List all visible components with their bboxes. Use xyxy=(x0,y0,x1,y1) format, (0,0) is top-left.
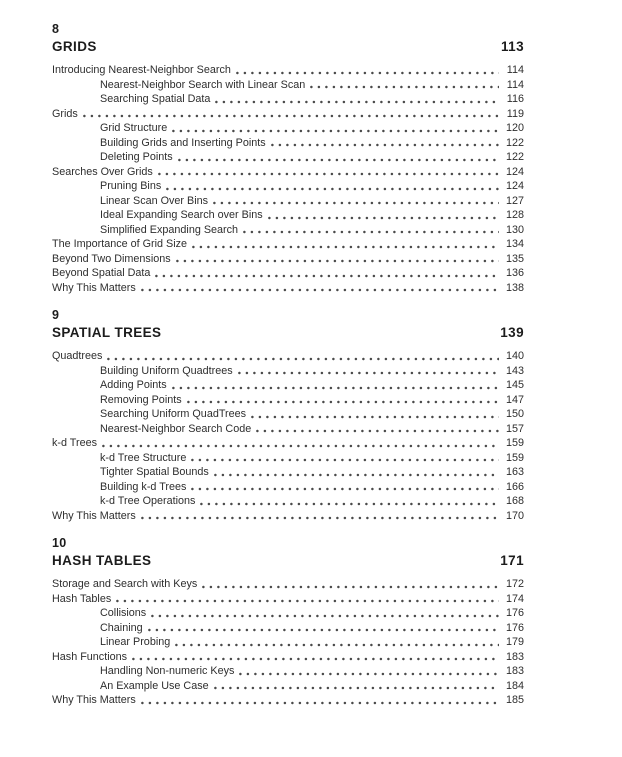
entry-page-number: 124 xyxy=(505,180,524,192)
chapter-page-number: 139 xyxy=(500,325,524,340)
entry-label: Nearest-Neighbor Search Code xyxy=(100,422,252,435)
entry-label: Ideal Expanding Search over Bins xyxy=(100,209,263,221)
entry-list xyxy=(52,63,524,295)
entry-label: Quadtrees xyxy=(52,350,103,362)
toc-entry xyxy=(52,635,524,650)
toc-entry xyxy=(52,378,524,393)
toc-entry xyxy=(52,592,524,607)
toc-entry xyxy=(52,664,524,679)
entry-page-number: 145 xyxy=(505,379,524,391)
dot-leader xyxy=(214,686,499,690)
chapter-number: 9 xyxy=(52,308,60,322)
toc-entry xyxy=(52,237,524,252)
chapter-title: HASH TABLES xyxy=(52,553,152,568)
toc-entry xyxy=(52,465,524,480)
entry-page-number: 174 xyxy=(505,592,524,605)
chapter-heading xyxy=(52,554,524,568)
dot-leader xyxy=(256,429,499,433)
dot-leader xyxy=(116,599,499,603)
dot-leader xyxy=(238,371,499,375)
dot-leader xyxy=(202,585,499,589)
dot-leader xyxy=(236,71,499,75)
entry-label: Building Uniform Quadtrees xyxy=(100,364,233,377)
chapter-page-number: 171 xyxy=(500,553,524,568)
dot-leader xyxy=(175,643,499,647)
entry-label: Chaining xyxy=(100,621,143,634)
entry-label: Why This Matters xyxy=(52,509,136,522)
toc-entry xyxy=(52,121,524,136)
entry-page-number: 119 xyxy=(506,107,524,120)
entry-list xyxy=(52,349,524,523)
entry-page-number: 143 xyxy=(505,364,524,377)
toc-entry xyxy=(52,63,524,78)
toc-entry xyxy=(52,577,524,592)
entry-page-number: 150 xyxy=(505,408,524,420)
dot-leader xyxy=(192,245,499,249)
entry-label: Searching Uniform QuadTrees xyxy=(100,408,247,420)
entry-page-number: 176 xyxy=(505,607,524,619)
entry-label: Building Grids and Inserting Points xyxy=(100,136,266,149)
toc-entry xyxy=(52,165,524,180)
toc-entry xyxy=(52,621,524,636)
entry-list xyxy=(52,577,524,708)
toc-entry xyxy=(52,78,524,93)
dot-leader xyxy=(141,516,499,520)
entry-label: An Example Use Case xyxy=(100,679,209,692)
toc-entry xyxy=(52,407,524,422)
entry-page-number: 159 xyxy=(505,437,524,449)
toc-entry xyxy=(52,494,524,509)
dot-leader xyxy=(102,444,499,448)
entry-label: Deleting Points xyxy=(100,151,173,163)
entry-page-number: 147 xyxy=(505,393,524,406)
chapter-page-number: 113 xyxy=(501,39,524,54)
toc-entry xyxy=(52,92,524,107)
entry-page-number: 179 xyxy=(505,636,524,648)
chapter-title: GRIDS xyxy=(52,39,97,54)
dot-leader xyxy=(132,657,499,661)
toc-entry xyxy=(52,451,524,466)
entry-label: Hash Tables xyxy=(52,592,112,605)
dot-leader xyxy=(151,614,499,618)
dot-leader xyxy=(172,129,499,133)
entry-page-number: 159 xyxy=(505,451,524,464)
entry-page-number: 185 xyxy=(505,694,524,706)
entry-page-number: 136 xyxy=(505,267,524,279)
entry-label: k-d Trees xyxy=(52,437,98,449)
dot-leader xyxy=(155,274,499,278)
toc-entry xyxy=(52,194,524,209)
toc-entry xyxy=(52,179,524,194)
dot-leader xyxy=(166,187,499,191)
toc-entry xyxy=(52,223,524,238)
entry-page-number: 183 xyxy=(505,665,524,677)
entry-page-number: 168 xyxy=(505,495,524,507)
dot-leader xyxy=(215,100,499,104)
entry-label: Simplified Expanding Search xyxy=(100,223,239,236)
entry-page-number: 166 xyxy=(505,480,524,493)
entry-page-number: 172 xyxy=(505,578,524,590)
toc-chapter xyxy=(52,23,524,295)
entry-label: Beyond Two Dimensions xyxy=(52,252,171,265)
entry-page-number: 183 xyxy=(505,650,524,663)
dot-leader xyxy=(158,172,499,176)
entry-page-number: 128 xyxy=(505,209,524,221)
dot-leader xyxy=(191,458,499,462)
entry-label: Tighter Spatial Bounds xyxy=(100,466,209,478)
entry-label: Searches Over Grids xyxy=(52,165,153,178)
dot-leader xyxy=(213,201,499,205)
toc-entry xyxy=(52,208,524,223)
dot-leader xyxy=(141,701,499,705)
dot-leader xyxy=(268,216,499,220)
dot-leader xyxy=(214,473,499,477)
toc-chapter xyxy=(52,309,524,523)
entry-label: Why This Matters xyxy=(52,281,136,294)
entry-page-number: 114 xyxy=(506,78,524,91)
entry-label: Why This Matters xyxy=(52,694,136,706)
dot-leader xyxy=(148,628,499,632)
entry-label: Linear Probing xyxy=(100,636,171,648)
dot-leader xyxy=(141,288,499,292)
dot-leader xyxy=(251,415,499,419)
toc-entry xyxy=(52,650,524,665)
entry-label: Removing Points xyxy=(100,393,182,406)
entry-label: The Importance of Grid Size xyxy=(52,238,188,250)
dot-leader xyxy=(178,158,499,162)
toc-entry xyxy=(52,349,524,364)
chapter-heading xyxy=(52,326,524,340)
entry-label: Building k-d Trees xyxy=(100,480,187,493)
entry-page-number: 114 xyxy=(506,64,524,76)
toc-entry xyxy=(52,679,524,694)
entry-label: Hash Functions xyxy=(52,650,128,663)
toc-entry xyxy=(52,136,524,151)
entry-label: Beyond Spatial Data xyxy=(52,267,151,279)
dot-leader xyxy=(239,672,499,676)
chapter-heading xyxy=(52,40,524,54)
entry-page-number: 184 xyxy=(505,679,524,692)
entry-page-number: 176 xyxy=(505,621,524,634)
entry-label: Storage and Search with Keys xyxy=(52,578,198,590)
entry-page-number: 124 xyxy=(505,165,524,178)
chapter-title: SPATIAL TREES xyxy=(52,325,162,340)
dot-leader xyxy=(191,487,499,491)
toc-entry xyxy=(52,393,524,408)
toc-entry xyxy=(52,422,524,437)
toc-entry xyxy=(52,480,524,495)
toc-entry xyxy=(52,509,524,524)
entry-label: k-d Tree Operations xyxy=(100,495,196,507)
entry-page-number: 157 xyxy=(505,422,524,435)
dot-leader xyxy=(310,85,499,89)
toc-entry xyxy=(52,107,524,122)
dot-leader xyxy=(172,386,499,390)
entry-page-number: 134 xyxy=(505,238,524,250)
entry-page-number: 122 xyxy=(505,151,524,163)
dot-leader xyxy=(187,400,499,404)
entry-label: Handling Non-numeric Keys xyxy=(100,665,235,677)
dot-leader xyxy=(176,259,499,263)
entry-label: k-d Tree Structure xyxy=(100,451,187,464)
entry-page-number: 116 xyxy=(506,93,524,105)
chapter-number: 10 xyxy=(52,536,67,550)
entry-page-number: 140 xyxy=(505,350,524,362)
entry-label: Introducing Nearest-Neighbor Search xyxy=(52,64,231,76)
entry-label: Searching Spatial Data xyxy=(100,93,211,105)
entry-page-number: 170 xyxy=(505,509,524,522)
toc-entry xyxy=(52,364,524,379)
entry-page-number: 163 xyxy=(505,466,524,478)
entry-label: Grids xyxy=(52,107,78,120)
entry-label: Pruning Bins xyxy=(100,180,162,192)
dot-leader xyxy=(271,143,499,147)
dot-leader xyxy=(83,114,499,118)
toc-entry xyxy=(52,693,524,708)
entry-page-number: 130 xyxy=(505,223,524,236)
entry-label: Grid Structure xyxy=(100,122,168,134)
dot-leader xyxy=(200,502,499,506)
entry-label: Collisions xyxy=(100,607,147,619)
chapter-number: 8 xyxy=(52,22,60,36)
toc-entry xyxy=(52,436,524,451)
toc-entry xyxy=(52,150,524,165)
dot-leader xyxy=(243,230,499,234)
entry-label: Nearest-Neighbor Search with Linear Scan xyxy=(100,78,306,91)
entry-page-number: 135 xyxy=(505,252,524,265)
toc-entry xyxy=(52,606,524,621)
entry-page-number: 138 xyxy=(505,281,524,294)
entry-page-number: 120 xyxy=(505,122,524,134)
toc-entry xyxy=(52,281,524,296)
dot-leader xyxy=(107,357,499,361)
toc-entry xyxy=(52,252,524,267)
toc-chapter xyxy=(52,537,524,708)
entry-label: Linear Scan Over Bins xyxy=(100,194,209,207)
chapter-list xyxy=(52,23,524,708)
entry-label: Adding Points xyxy=(100,379,167,391)
entry-page-number: 127 xyxy=(505,194,524,207)
entry-page-number: 122 xyxy=(505,136,524,149)
toc-entry xyxy=(52,266,524,281)
